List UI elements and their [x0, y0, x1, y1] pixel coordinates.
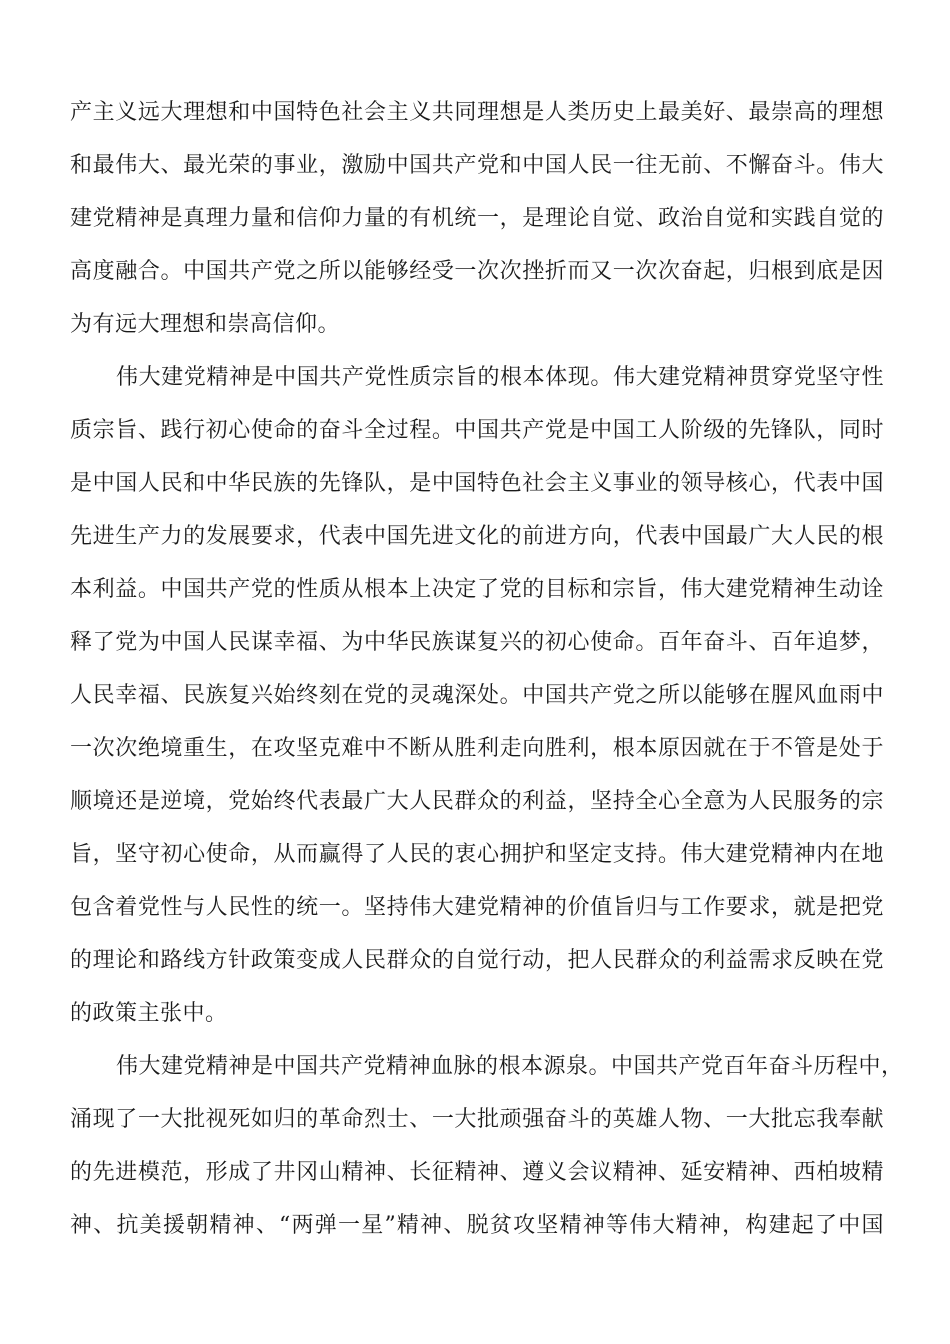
- text-line: 是中国人民和中华民族的先锋队，是中国特色社会主义事业的领导核心，代表中国: [70, 471, 884, 496]
- text-line: 旨，坚守初心使命，从而赢得了人民的衷心拥护和坚定支持。伟大建党精神内在地: [70, 842, 884, 867]
- text-line: 的政策主张中。: [70, 1001, 228, 1026]
- text-line: 伟大建党精神是中国共产党精神血脉的根本源泉。中国共产党百年奋斗历程中，: [116, 1054, 904, 1079]
- text-line: 为有远大理想和崇高信仰。: [70, 312, 341, 337]
- text-line: 本利益。中国共产党的性质从根本上决定了党的目标和宗旨，伟大建党精神生动诠: [70, 577, 884, 602]
- text-line: 释了党为中国人民谋幸福、为中华民族谋复兴的初心使命。百年奋斗、百年追梦，: [70, 630, 884, 655]
- text-line: 产主义远大理想和中国特色社会主义共同理想是人类历史上最美好、最崇高的理想: [70, 100, 884, 125]
- text-line: 的先进模范，形成了井冈山精神、长征精神、遵义会议精神、延安精神、西柏坡精: [70, 1160, 884, 1185]
- text-line: 涌现了一大批视死如归的革命烈士、一大批顽强奋斗的英雄人物、一大批忘我奉献: [70, 1107, 884, 1132]
- text-line: 人民幸福、民族复兴始终刻在党的灵魂深处。中国共产党之所以能够在腥风血雨中: [70, 683, 884, 708]
- text-line: 一次次绝境重生，在攻坚克难中不断从胜利走向胜利，根本原因就在于不管是处于: [70, 736, 884, 761]
- text-line: 和最伟大、最光荣的事业，激励中国共产党和中国人民一往无前、不懈奋斗。伟大: [70, 153, 884, 178]
- text-line: 先进生产力的发展要求，代表中国先进文化的前进方向，代表中国最广大人民的根: [70, 524, 884, 549]
- text-line: 顺境还是逆境，党始终代表最广大人民群众的利益，坚持全心全意为人民服务的宗: [70, 789, 884, 814]
- text-line: 的理论和路线方针政策变成人民群众的自觉行动，把人民群众的利益需求反映在党: [70, 948, 884, 973]
- text-line: 伟大建党精神是中国共产党性质宗旨的根本体现。伟大建党精神贯穿党坚守性: [116, 365, 884, 390]
- text-line: 高度融合。中国共产党之所以能够经受一次次挫折而又一次次奋起，归根到底是因: [70, 259, 884, 284]
- text-line: 包含着党性与人民性的统一。坚持伟大建党精神的价值旨归与工作要求，就是把党: [70, 895, 884, 920]
- text-line: 神、抗美援朝精神、“两弹一星”精神、脱贫攻坚精神等伟大精神，构建起了中国: [70, 1213, 884, 1238]
- text-line: 建党精神是真理力量和信仰力量的有机统一，是理论自觉、政治自觉和实践自觉的: [70, 206, 884, 231]
- text-line: 质宗旨、践行初心使命的奋斗全过程。中国共产党是中国工人阶级的先锋队，同时: [70, 418, 884, 443]
